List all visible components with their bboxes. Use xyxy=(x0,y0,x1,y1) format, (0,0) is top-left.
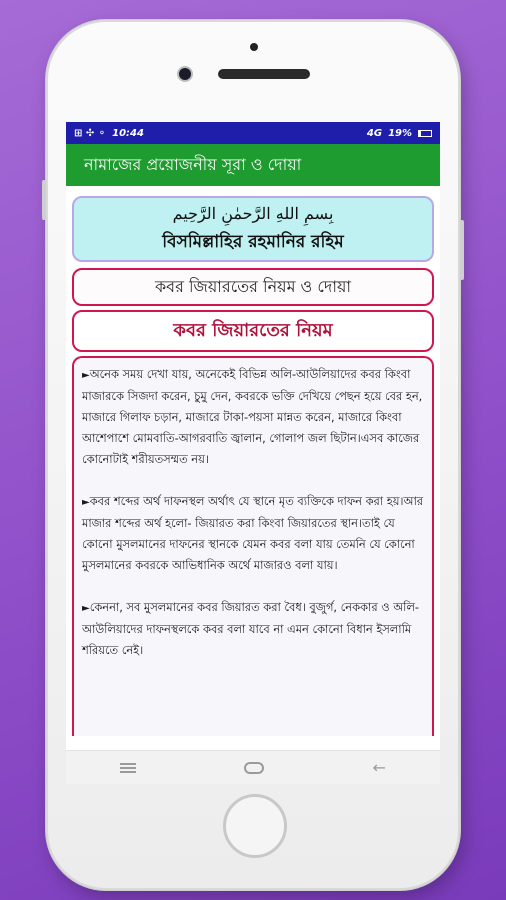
status-icons-left: ⊞ ✣ ⚬ xyxy=(74,127,107,139)
recents-icon[interactable] xyxy=(120,763,136,773)
volume-button xyxy=(42,180,46,220)
power-button xyxy=(460,220,464,280)
paragraph-text: কেননা, সব মুসলমানের কবর জিয়ারত করা বৈধ। বুজুর্গ, নেককার ও অলি-আউলিয়াদের দাফনস্থলকে কবর বলা যাবে না এমন কোনো বিধান ইসলামি শরিয়তে নেই। xyxy=(82,600,419,657)
earpiece-speaker xyxy=(218,69,310,79)
signal-indicator: 4G xyxy=(366,127,383,139)
subtitle-text: কবর জিয়ারতের নিয়ম ও দোয়া xyxy=(154,276,352,296)
arrow-icon: ► xyxy=(82,603,90,614)
home-button[interactable] xyxy=(223,794,287,858)
app-bar xyxy=(66,144,440,186)
bismillah-card xyxy=(72,196,434,262)
section-heading: কবর জিয়ারতের নিয়ম xyxy=(173,319,333,341)
arrow-icon: ► xyxy=(82,497,90,508)
bismillah-bangla: বিসমিল্লাহির রহমানির রহিম xyxy=(162,232,344,252)
front-camera xyxy=(179,68,191,80)
system-nav-bar xyxy=(66,750,440,784)
paragraph xyxy=(82,597,426,661)
arrow-icon: ► xyxy=(82,370,90,381)
paragraph-text: অনেক সময় দেখা যায়, অনেকেই বিভিন্ন অলি-আউলিয়াদের কবর কিংবা মাজারকে সিজদা করেন, চুমু দেন, কবরকে ভক্তি দেখিয়ে পেছন হয়ে বের হন, মাজারে গিলাফ চড়ান, মাজারে টাকা-পয়সা মান্নত করেন, মাজারে কিংবা আশেপাশে মোমবাতি-আগরবাতি জ্বালান, গোলাপ জল ছিটান।এসব কাজের কোনোটাই শরীয়তসম্মত নয়। xyxy=(82,367,423,466)
bismillah-arabic: بِسمِ اللهِ الرَّحمٰنِ الرَّحِيم xyxy=(172,204,334,223)
paragraph xyxy=(82,364,426,470)
sensor-dot xyxy=(250,43,258,51)
content-area xyxy=(66,186,440,746)
status-time: 10:44 xyxy=(112,127,144,139)
status-bar xyxy=(66,122,440,144)
battery-icon xyxy=(418,130,432,137)
battery-percent: 19% xyxy=(388,127,412,139)
app-screen xyxy=(66,122,440,784)
article-body[interactable] xyxy=(72,356,434,736)
section-heading-card xyxy=(72,310,434,352)
paragraph xyxy=(82,491,426,576)
app-title: নামাজের প্রয়োজনীয় সূরা ও দোয়া xyxy=(84,154,302,174)
paragraph-text: কবর শব্দের অর্থ দাফনস্থল অর্থাৎ যে স্থানে মৃত ব্যক্তিকে দাফন করা হয়।আর মাজার শব্দের অর্থ হলো- জিয়ারত করা কিংবা জিয়ারতের স্থান।তাই যে কোনো মুসলমানের দাফনের স্থানকে যেমন কবর বলা যায় তেমনি যে কোনো মুসলমানের কবরকে আভিধানিক অর্থে মাজারও বলা যায়। xyxy=(82,494,424,572)
back-icon[interactable]: ← xyxy=(372,758,386,777)
subtitle-card xyxy=(72,268,434,306)
home-icon[interactable] xyxy=(244,762,264,774)
